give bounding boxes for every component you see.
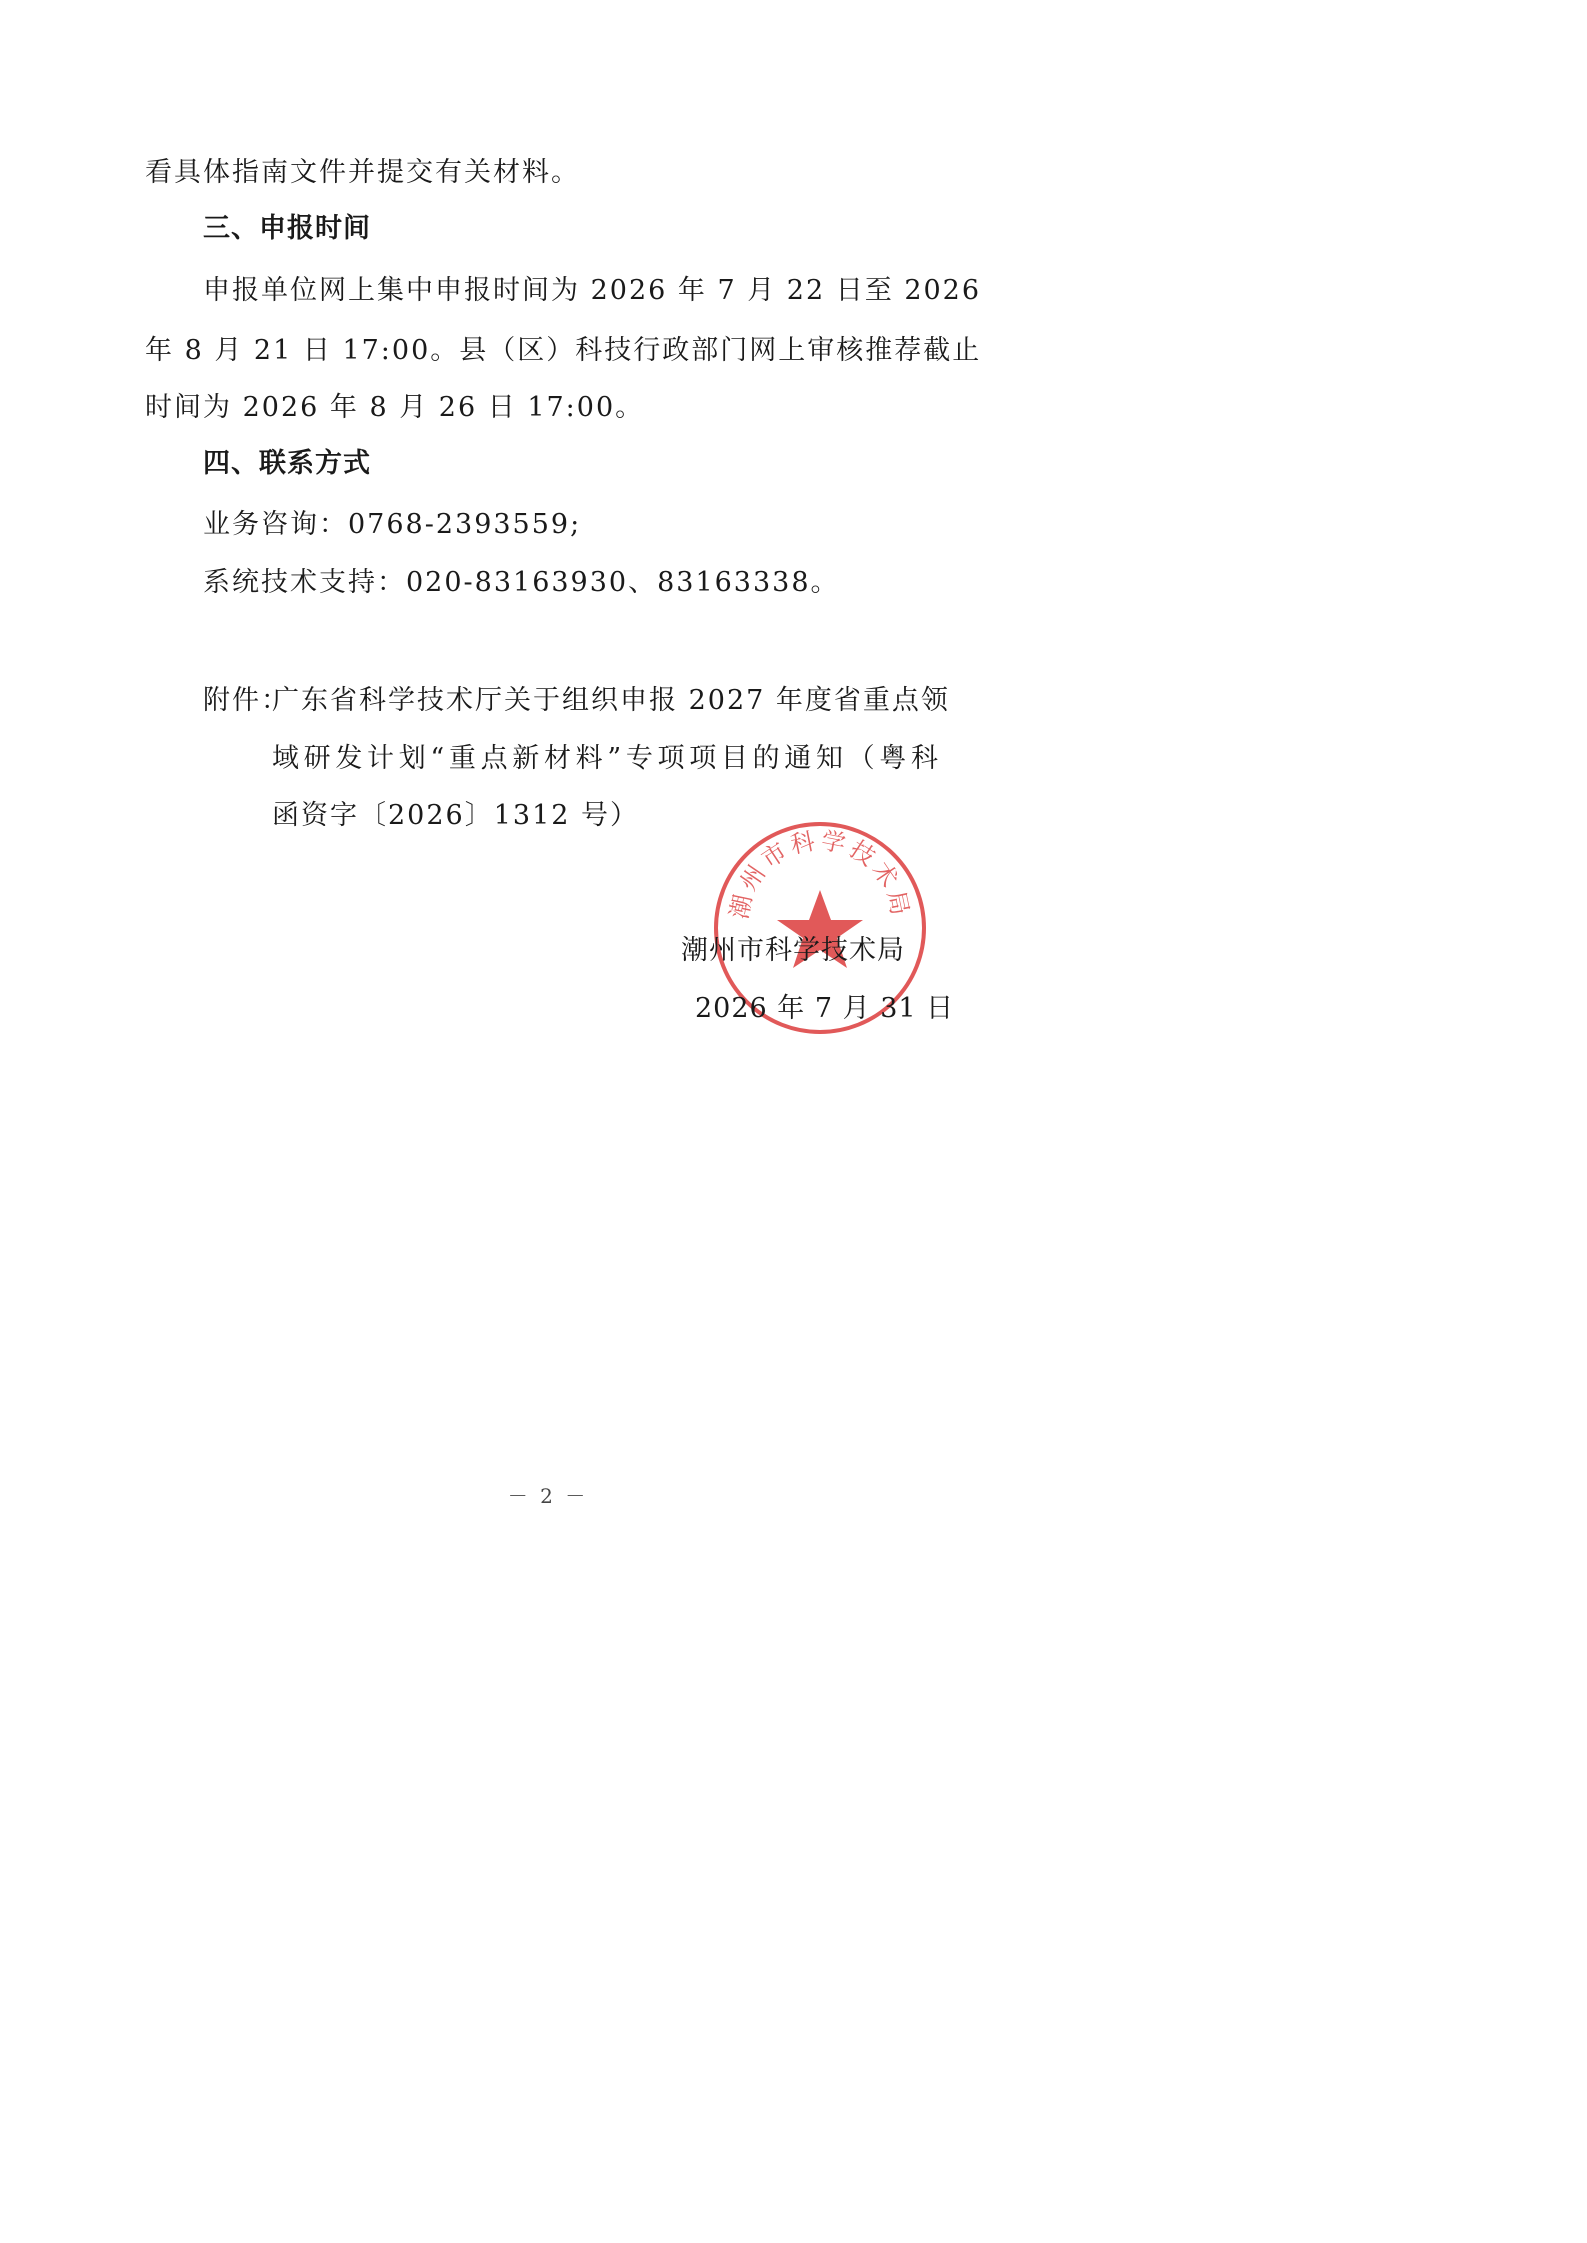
attachment-line-3: 函资字〔2026〕1312 号）	[272, 800, 640, 831]
page-number: － 2 －	[507, 1484, 589, 1508]
section-3-line-2: 年 8 月 21 日 17:00。县（区）科技行政部门网上审核推荐截止	[145, 335, 982, 366]
section-3-line-3: 时间为 2026 年 8 月 26 日 17:00。	[145, 392, 645, 423]
seal-text: 潮州市科学技术局	[725, 826, 915, 922]
continuation-text: 看具体指南文件并提交有关材料。	[145, 157, 580, 188]
signature-organization: 潮州市科学技术局	[681, 935, 905, 966]
contact-business: 业务咨询：0768-2393559;	[203, 509, 582, 540]
section-3-heading: 三、申报时间	[203, 213, 371, 244]
contact-tech-support: 系统技术支持：020-83163930、83163338。	[203, 567, 840, 598]
attachment-line-2: 域研发计划“重点新材料”专项项目的通知（粤科	[272, 743, 940, 774]
section-3-line-1: 申报单位网上集中申报时间为 2026 年 7 月 22 日至 2026	[203, 275, 982, 306]
attachment-label: 附件：	[203, 685, 290, 716]
section-4-heading: 四、联系方式	[203, 448, 371, 479]
attachment-line-1: 广东省科学技术厅关于组织申报 2027 年度省重点领	[272, 685, 950, 716]
signature-date: 2026 年 7 月 31 日	[695, 993, 955, 1024]
